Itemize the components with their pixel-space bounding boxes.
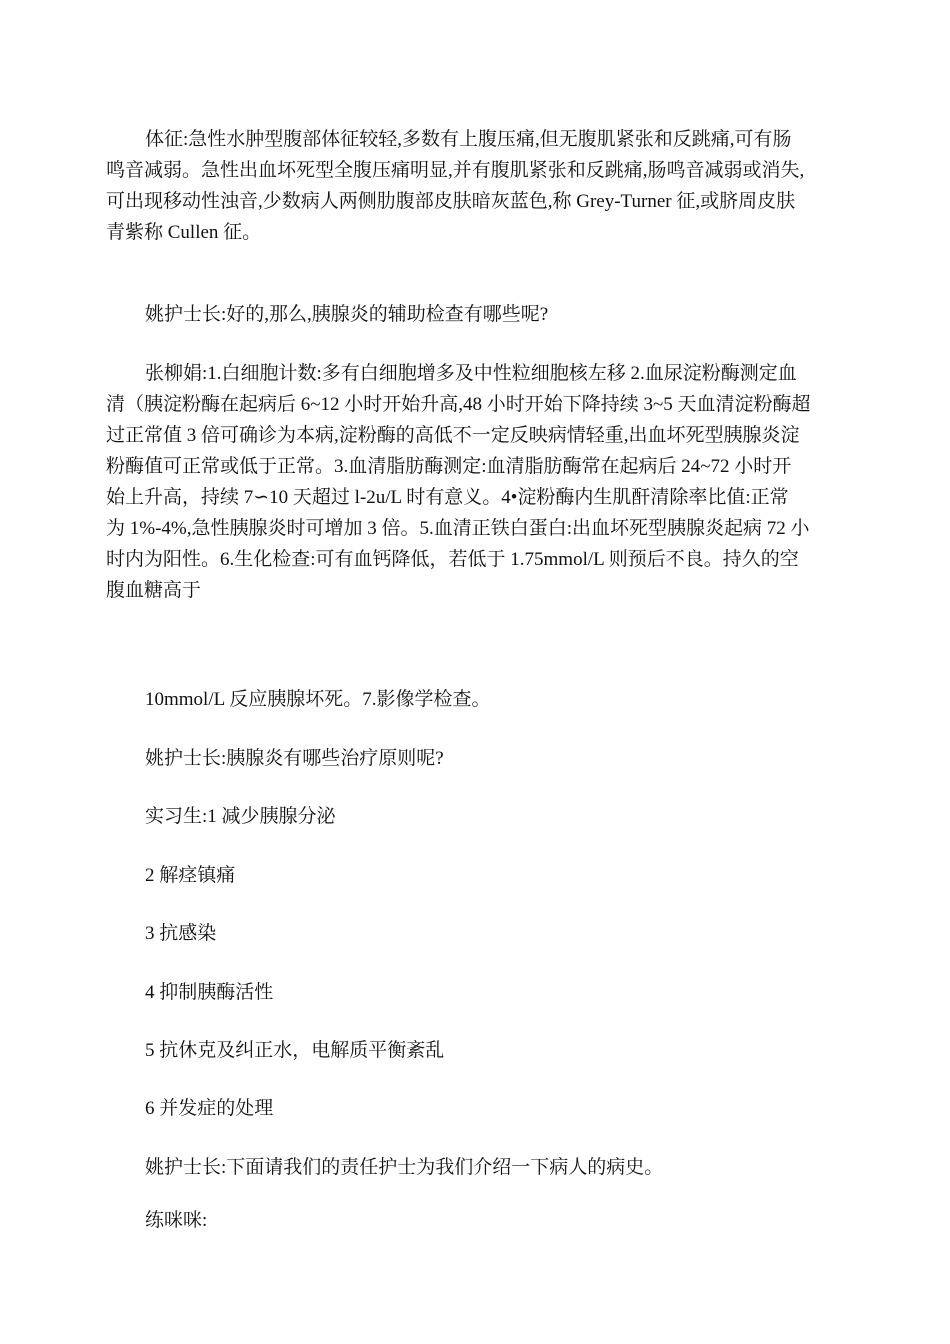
list-item-treatment-6: 6 并发症的处理 [145,1098,274,1119]
text-line: 为 1%-4%,急性胰腺炎时可增加 3 倍。5.血清正铁白蛋白:出血坏死型胰腺炎起病 72 小 [106,518,810,539]
text-line: 腹血糖高于 [106,580,202,601]
list-item-treatment-5: 5 抗休克及纠正水，电解质平衡紊乱 [145,1040,445,1061]
text-line: 清（胰淀粉酶在起病后 6~12 小时开始升高,48 小时开始下降持续 3~5 天血清淀粉酶超 [106,394,811,415]
paragraph-signs [106,124,846,248]
text-line: 过正常值 3 倍可确诊为本病,淀粉酶的高低不一定反映病情轻重,出血坏死型胰腺炎淀 [106,425,800,446]
paragraph-question-auxiliary [106,299,846,330]
paragraph-speaker: 练咪咪: [145,1210,208,1231]
paragraph-auxiliary-exams [106,358,846,606]
list-item-treatment-2: 2 解痉镇痛 [145,865,236,886]
paragraph-intern-answer: 实习生:1 减少胰腺分泌 [145,806,336,827]
paragraph-imaging: 10mmol/L 反应胰腺坏死。7.影像学检查。 [145,689,491,710]
list-item-treatment-3: 3 抗感染 [145,923,217,944]
paragraph-history-request: 姚护士长:下面请我们的责任护士为我们介绍一下病人的病史。 [145,1157,664,1178]
text-line: 时内为阳性。6.生化检查:可有血钙降低，若低于 1.75mmol/L 则预后不良。持久的空 [106,549,799,570]
text-line: 姚护士长:好的,那么,胰腺炎的辅助检查有哪些呢? [145,304,549,325]
list-item-treatment-4: 4 抑制胰酶活性 [145,982,274,1003]
paragraph-question-treatment: 姚护士长:胰腺炎有哪些治疗原则呢? [145,748,444,769]
text-line: 粉酶值可正常或低于正常。3.血清脂肪酶测定:血清脂肪酶常在起病后 24~72 小时开 [106,456,792,477]
text-line: 体征:急性水肿型腹部体征较轻,多数有上腹压痛,但无腹肌紧张和反跳痛,可有肠 [145,129,792,150]
text-line: 张柳娟:1.白细胞计数:多有白细胞增多及中性粒细胞核左移 2.血尿淀粉酶测定血 [145,363,797,384]
text-line: 青紫称 Cullen 征。 [106,222,262,243]
text-line: 鸣音减弱。急性出血坏死型全腹压痛明显,并有腹肌紧张和反跳痛,肠鸣音减弱或消失, [106,160,805,181]
text-line: 始上升高，持续 7∽10 天超过 l-2u/L 时有意义。4•淀粉酶内生肌酐清除率比值:正常 [106,487,789,508]
text-line: 可出现移动性浊音,少数病人两侧肋腹部皮肤暗灰蓝色,称 Grey-Turner 征,或脐周皮肤 [106,191,796,212]
